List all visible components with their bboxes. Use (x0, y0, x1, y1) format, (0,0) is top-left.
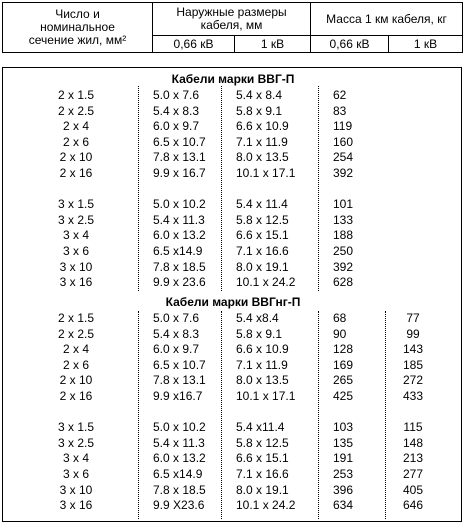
cell-dims-066: 5.4 x 11.3 (153, 212, 205, 227)
table-row (3, 467, 463, 482)
cell-cores: 3 x 6 (62, 244, 89, 258)
cell-mass-066: 254 (333, 150, 354, 165)
table-row (3, 104, 463, 119)
table-row (3, 451, 463, 466)
cell-mass-1: 115 (403, 420, 423, 435)
table-row (3, 358, 463, 373)
cell-mass-066: 119 (333, 119, 353, 134)
table-row (3, 311, 463, 326)
cell-dims-066: 5.4 x 8.3 (153, 103, 200, 118)
cell-cores: 2 x 2.5 (57, 103, 95, 118)
cell-cores: 2 x 16 (59, 166, 93, 180)
cell-cores: 2 x 2.5 (57, 326, 95, 341)
cell-dims-066: 9.9 X23.6 (153, 498, 205, 513)
cell-mass-066: 396 (333, 482, 354, 497)
cell-dims-1: 5.4 x 11.4 (236, 197, 288, 212)
cell-mass-066: 392 (333, 259, 354, 274)
cell-cores: 3 x 1.5 (57, 420, 95, 435)
cell-cores: 3 x 16 (59, 498, 93, 513)
table-row (3, 342, 463, 357)
cell-cores: 3 x 10 (59, 259, 93, 274)
cell-cores: 2 x 16 (59, 389, 93, 403)
section-title: Кабели марки ВВГнг-П (165, 295, 301, 309)
cell-mass-1: 405 (402, 482, 424, 497)
cell-mass-1: 433 (402, 389, 424, 403)
table-row (3, 420, 463, 435)
table-row (3, 483, 463, 498)
cell-dims-066: 9.9 x 23.6 (153, 275, 206, 290)
cell-mass-066: 188 (333, 228, 354, 243)
table-row (3, 244, 463, 259)
header-cores-section (3, 3, 153, 53)
cell-cores: 3 x 2.5 (57, 435, 95, 450)
cell-dims-1: 8.0 x 13.5 (236, 373, 289, 388)
cell-dims-066: 5.0 x 7.6 (153, 311, 200, 325)
cell-dims-066: 6.0 x 13.2 (153, 228, 206, 243)
cell-dims-066: 6.5 x14.9 (153, 467, 203, 481)
cell-mass-066: 101 (333, 197, 354, 212)
cell-dims-066: 7.8 x 18.5 (153, 482, 206, 497)
cell-mass-1: 213 (402, 451, 424, 466)
cell-dims-1: 6.6 x 15.1 (236, 228, 289, 243)
cell-mass-066: 250 (333, 244, 354, 258)
cell-cores: 2 x 4 (62, 342, 89, 357)
cell-dims-1: 10.1 x 17.1 (236, 166, 296, 180)
cell-mass-066: 425 (333, 389, 354, 403)
cell-dims-066: 5.4 x 11.3 (153, 435, 205, 450)
cell-mass-1: 148 (402, 435, 424, 450)
header-dimensions-line2: кабеля, мм (200, 18, 263, 32)
table-row (3, 228, 463, 243)
table-row (3, 275, 463, 290)
cell-dims-1: 5.4 x 8.4 (236, 88, 283, 102)
cell-dims-1: 10.1 x 24.2 (236, 275, 296, 290)
cell-dims-1: 10.1 x 24.2 (236, 498, 296, 513)
header-dimensions (153, 3, 311, 36)
cell-mass-1: 646 (402, 498, 424, 513)
cell-cores: 2 x 10 (59, 150, 93, 165)
cell-dims-066: 6.0 x 9.7 (153, 342, 200, 357)
cell-dims-066: 5.4 x 8.3 (153, 326, 200, 341)
table-row (3, 260, 463, 275)
cell-dims-066: 7.8 x 13.1 (153, 150, 206, 165)
cell-dims-066: 9.9 x16.7 (153, 389, 203, 403)
cell-dims-066: 9.9 x 16.7 (153, 166, 206, 180)
header-cores-line3: сечение жил, мм² (28, 33, 127, 47)
cell-cores: 2 x 6 (62, 134, 89, 149)
cell-cores: 2 x 1.5 (57, 88, 95, 102)
cell-cores: 3 x 2.5 (57, 212, 95, 227)
cell-dims-066: 5.0 x 7.6 (153, 88, 200, 102)
cell-cores: 2 x 1.5 (57, 311, 95, 325)
cell-mass-1: 185 (402, 357, 424, 372)
cell-mass-066: 169 (333, 357, 354, 372)
cell-dims-066: 6.0 x 9.7 (153, 119, 200, 134)
cell-dims-1: 5.8 x 9.1 (236, 103, 283, 118)
cell-dims-1: 8.0 x 19.1 (236, 482, 289, 497)
cell-dims-066: 6.5 x 10.7 (153, 134, 206, 149)
cell-mass-066: 133 (333, 212, 354, 227)
cell-mass-1: 272 (402, 373, 424, 388)
cell-cores: 2 x 6 (62, 357, 89, 372)
cell-dims-1: 8.0 x 13.5 (236, 150, 289, 165)
cell-dims-066: 7.8 x 18.5 (153, 259, 206, 274)
cell-dims-066: 5.0 x 10.2 (153, 420, 206, 435)
cell-dims-1: 7.1 x 11.9 (236, 134, 288, 149)
cell-dims-066: 6.0 x 13.2 (153, 451, 206, 466)
cell-mass-1: 143 (402, 342, 424, 357)
section-title: Кабели марки ВВГ-П (171, 72, 295, 86)
cell-dims-1: 5.4 x11.4 (236, 420, 285, 435)
cell-mass-066: 628 (333, 275, 354, 290)
header-sub-dims-1: 1 кВ (235, 36, 311, 53)
cell-mass-066: 62 (333, 88, 347, 102)
cell-mass-1: 77 (406, 311, 420, 325)
cell-cores: 2 x 10 (59, 373, 93, 388)
table-row (3, 405, 463, 420)
header-cores-line1: Число и (55, 7, 100, 21)
header-cores-line2: номинальное (40, 20, 115, 34)
cell-cores: 3 x 4 (62, 228, 89, 243)
table-row (3, 119, 463, 134)
cell-mass-1: 277 (402, 467, 424, 481)
cell-dims-066: 6.5 x14.9 (153, 244, 203, 258)
cell-cores: 3 x 4 (62, 451, 89, 466)
table-row (3, 213, 463, 228)
table-row (3, 436, 463, 451)
header-mass: Масса 1 км кабеля, кг (311, 3, 463, 36)
cell-mass-066: 265 (333, 373, 354, 388)
cell-mass-066: 253 (333, 467, 354, 481)
header-sub-mass-1: 1 кВ (389, 36, 463, 53)
cell-cores: 3 x 16 (59, 275, 93, 290)
cell-mass-066: 83 (333, 103, 347, 118)
cell-mass-066: 392 (333, 166, 354, 180)
cell-mass-066: 160 (333, 134, 354, 149)
table-row (3, 182, 463, 197)
table-row (3, 373, 463, 388)
cell-dims-1: 7.1 x 16.6 (236, 244, 289, 258)
table-row (3, 150, 463, 165)
cell-dims-1: 10.1 x 17.1 (236, 389, 296, 403)
cell-dims-1: 8.0 x 19.1 (236, 259, 289, 274)
header-dimensions-line1: Наружные размеры (176, 5, 287, 19)
cell-dims-066: 7.8 x 13.1 (153, 373, 206, 388)
table-row (3, 135, 463, 150)
header-sub-dims-066: 0,66 кВ (153, 36, 235, 53)
cell-dims-1: 7.1 x 16.6 (236, 467, 289, 481)
cell-mass-066: 128 (333, 342, 354, 357)
cell-cores: 3 x 10 (59, 482, 93, 497)
cell-mass-066: 634 (333, 498, 354, 513)
cell-dims-066: 5.0 x 10.2 (153, 197, 206, 212)
cell-dims-1: 5.8 x 9.1 (236, 326, 283, 341)
cell-dims-1: 5.8 x 12.5 (236, 435, 289, 450)
cell-mass-066: 90 (333, 326, 347, 341)
cell-cores: 3 x 6 (62, 467, 89, 481)
table-row (3, 166, 463, 181)
cell-mass-066: 191 (333, 451, 354, 466)
cell-cores: 3 x 1.5 (57, 197, 95, 212)
cell-dims-1: 6.6 x 10.9 (236, 342, 289, 357)
cell-dims-1: 5.4 x8.4 (236, 311, 279, 325)
cell-mass-1: 99 (406, 326, 420, 341)
header-sub-mass-066: 0,66 кВ (311, 36, 389, 53)
cell-dims-1: 7.1 x 11.9 (236, 357, 288, 372)
cell-cores: 2 x 4 (62, 119, 89, 134)
table-row (3, 197, 463, 212)
cell-mass-066: 135 (333, 435, 354, 450)
cell-dims-066: 6.5 x 10.7 (153, 357, 206, 372)
table-row (3, 389, 463, 404)
table-header (2, 2, 462, 52)
cell-mass-066: 103 (333, 420, 354, 435)
table-row (3, 88, 463, 103)
cell-dims-1: 5.8 x 12.5 (236, 212, 289, 227)
table-row (3, 498, 463, 513)
cell-dims-1: 6.6 x 15.1 (236, 451, 289, 466)
table-body (2, 67, 462, 522)
table-row (3, 327, 463, 342)
cell-dims-1: 6.6 x 10.9 (236, 119, 289, 134)
cell-mass-066: 68 (333, 311, 347, 325)
